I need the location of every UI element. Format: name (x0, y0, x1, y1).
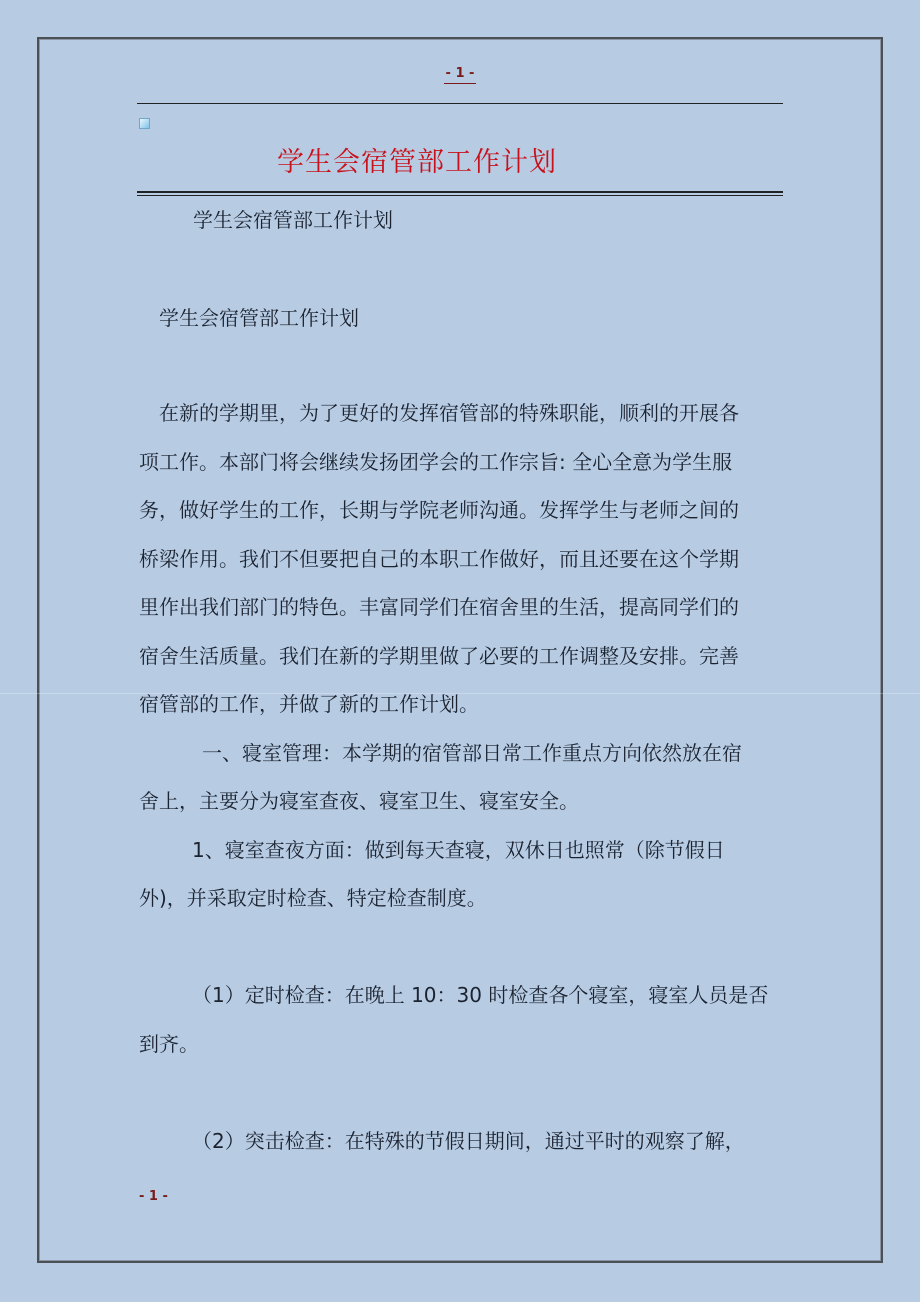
paragraph-line: 外)，并采取定时检查、特定检查制度。 (139, 886, 487, 910)
paragraph-line: 项工作。本部门将会继续发扬团学会的工作宗旨: 全心全意为学生服 (139, 449, 733, 474)
footer-page-number: - 1 - (139, 1189, 168, 1204)
body-text (139, 389, 789, 1165)
header-rule (137, 103, 783, 104)
paragraph-line: 舍上，主要分为寝室查夜、寝室卫生、寝室安全。 (139, 789, 579, 813)
paragraph-line: 桥梁作用。我们不但要把自己的本职工作做好，而且还要在这个学期 (139, 546, 739, 571)
paragraph-line: 务，做好学生的工作，长期与学院老师沟通。发挥学生与老师之间的 (139, 498, 739, 522)
blank-line (139, 923, 789, 972)
paragraph-line: 1、寝室查夜方面：做到每天查寝，双休日也照常（除节假日 (192, 837, 725, 862)
section-heading: 学生会宿管部工作计划 (159, 306, 359, 330)
paragraph-line: 宿舍生活质量。我们在新的学期里做了必要的工作调整及安排。完善 (139, 643, 739, 668)
image-placeholder-icon (139, 118, 150, 129)
title-rule-thick (137, 191, 783, 193)
paragraph-line: （1）定时检查：在晚上 10：30 时检查各个寝室，寝室人员是否 (192, 983, 769, 1007)
header-page-number: - 1 - (0, 66, 920, 81)
paragraph-line: 宿管部的工作，并做了新的工作计划。 (139, 692, 479, 716)
document-title: 学生会宿管部工作计划 (277, 147, 557, 178)
subtitle-heading: 学生会宿管部工作计划 (193, 208, 393, 232)
paragraph-line: （2）突击检查：在特殊的节假日期间，通过平时的观察了解， (192, 1128, 745, 1153)
paragraph-line: 一、寝室管理：本学期的宿管部日常工作重点方向依然放在宿 (202, 740, 742, 765)
paragraph-line: 到齐。 (139, 1031, 199, 1056)
paragraph-line: 里作出我们部门的特色。丰富同学们在宿舍里的生活，提高同学们的 (139, 595, 739, 619)
blank-line (139, 1068, 789, 1117)
paragraph-line: 在新的学期里，为了更好的发挥宿管部的特殊职能，顺利的开展各 (159, 401, 739, 425)
